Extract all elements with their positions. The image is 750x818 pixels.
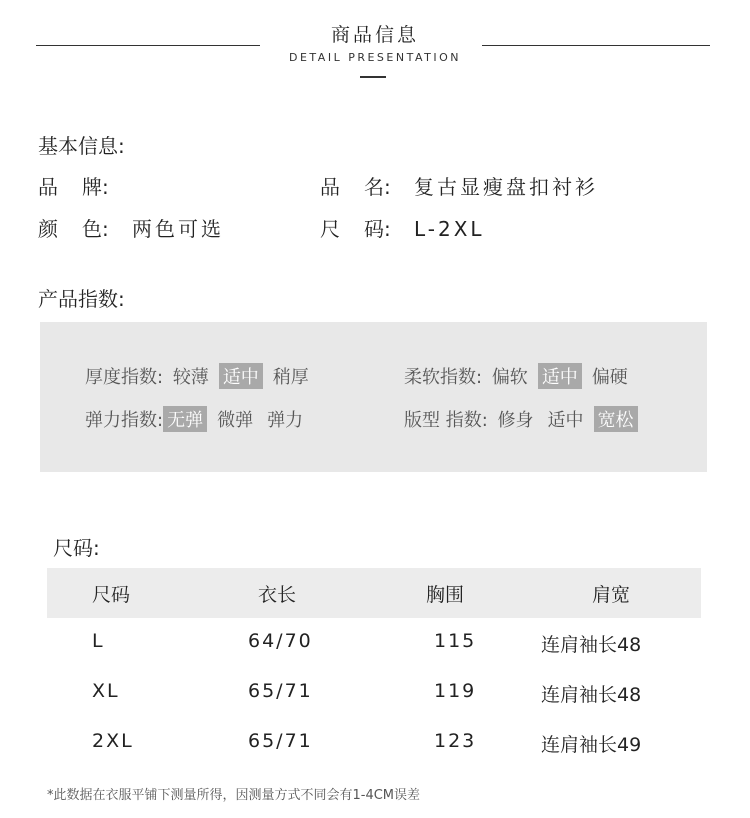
fit-label: 版型 指数: (404, 410, 488, 431)
size-row-xl-shoulder: 连肩袖长48 (541, 684, 642, 706)
fit-option-regular: 适中 (547, 410, 584, 431)
product-index-panel (40, 322, 707, 472)
softness-option-medium: 适中 (538, 363, 582, 389)
page-subtitle: DETAIL PRESENTATION (289, 51, 461, 64)
size-row-l-length: 64/70 (248, 630, 313, 652)
size-label-1: 尺 (320, 217, 340, 241)
softness-option-hard: 偏硬 (591, 367, 628, 388)
size-row-l-size: L (92, 630, 105, 652)
page-title: 商品信息 (330, 24, 419, 46)
name-row (320, 171, 598, 200)
brand-label-1: 品 (38, 175, 58, 199)
size-row-2xl-size: 2XL (92, 730, 134, 752)
size-label-2: 码: (364, 217, 391, 241)
elasticity-label: 弹力指数: (85, 410, 164, 431)
thickness-option-thick: 稍厚 (272, 367, 309, 388)
size-header-chest: 胸围 (426, 584, 465, 606)
basic-info-title: 基本信息: (38, 134, 125, 158)
elasticity-index (85, 406, 313, 432)
size-row (320, 213, 485, 242)
size-header-length: 衣长 (258, 584, 297, 606)
softness-label: 柔软指数: (404, 367, 483, 388)
thickness-index (85, 363, 319, 389)
size-row-xl-size: XL (92, 680, 120, 702)
thickness-label: 厚度指数: (85, 367, 164, 388)
color-label-2: 色: (82, 217, 109, 241)
color-value: 两色可选 (132, 217, 224, 241)
size-value: L-2XL (414, 217, 485, 241)
fit-option-loose: 宽松 (594, 406, 638, 432)
color-label-1: 颜 (38, 217, 58, 241)
name-label-1: 品 (320, 175, 340, 199)
elasticity-option-stretch: 弹力 (267, 410, 304, 431)
softness-option-soft: 偏软 (491, 367, 528, 388)
header-dash (360, 76, 386, 78)
name-value: 复古显瘦盘扣衬衫 (414, 175, 598, 199)
fit-option-slim: 修身 (497, 410, 534, 431)
size-row-l-chest: 115 (434, 630, 477, 652)
size-row-2xl-length: 65/71 (248, 730, 313, 752)
size-header-size: 尺码 (92, 584, 131, 606)
size-row-xl-chest: 119 (434, 680, 477, 702)
size-table-title: 尺码: (53, 536, 100, 560)
name-label-2: 名: (364, 175, 391, 199)
elasticity-option-none: 无弹 (163, 406, 207, 432)
size-header-shoulder: 肩宽 (592, 584, 631, 606)
thickness-option-thin: 较薄 (172, 367, 209, 388)
thickness-option-medium: 适中 (219, 363, 263, 389)
size-row-l-shoulder: 连肩袖长48 (541, 634, 642, 656)
measurement-note: *此数据在衣服平铺下测量所得，因测量方式不同会有1-4CM误差 (47, 788, 421, 803)
softness-index (404, 363, 638, 389)
size-row-2xl-chest: 123 (434, 730, 477, 752)
fit-index (404, 406, 644, 432)
brand-row (38, 171, 132, 200)
elasticity-option-slight: 微弹 (217, 410, 254, 431)
product-index-title: 产品指数: (38, 287, 125, 311)
color-row (38, 213, 224, 242)
brand-label-2: 牌: (82, 175, 109, 199)
size-row-2xl-shoulder: 连肩袖长49 (541, 734, 642, 756)
size-row-xl-length: 65/71 (248, 680, 313, 702)
